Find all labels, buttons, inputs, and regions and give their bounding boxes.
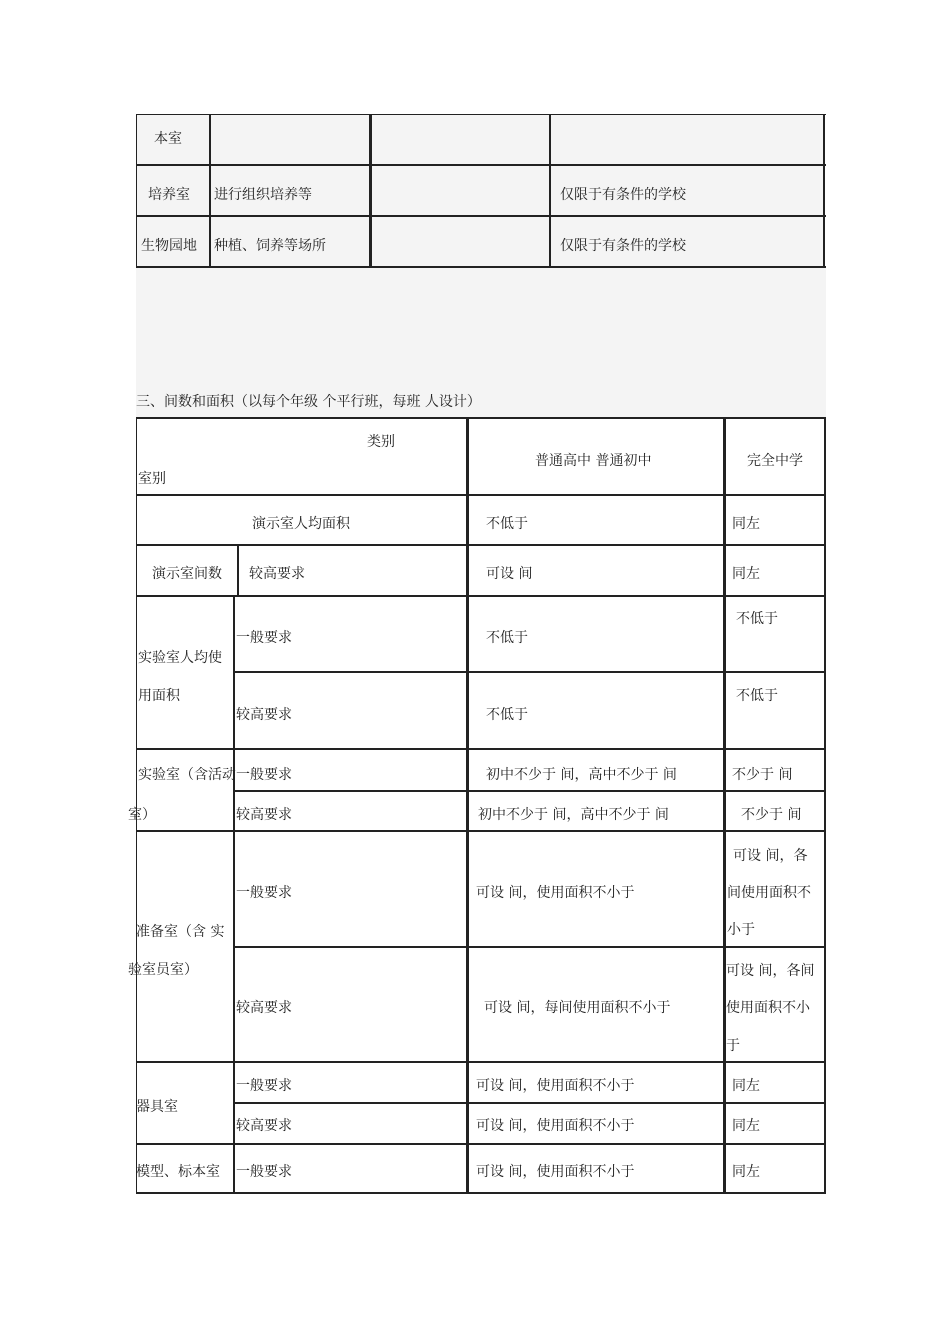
table2-col-divider <box>237 544 239 596</box>
demo-area-value: 不低于 <box>486 516 528 532</box>
lab-rooms-high-complete: 不少于 间 <box>741 807 802 823</box>
table1-row-name: 本室 <box>154 131 182 147</box>
equipment-room-general-value: 可设 间，使用面积不小于 <box>476 1078 635 1094</box>
lab-rooms-label: 实验室（含活动 <box>138 767 236 783</box>
lab-rooms-general-value: 初中不少于 间，高中不少于 间 <box>486 767 677 783</box>
model-room-general-complete: 同左 <box>732 1164 760 1180</box>
lab-area-high-value: 不低于 <box>486 707 528 723</box>
equipment-room-high: 较高要求 <box>236 1118 292 1134</box>
prep-room-general-complete: 间使用面积不 <box>727 885 811 901</box>
table1-col-divider <box>369 114 372 268</box>
table2-col-divider <box>723 417 726 1194</box>
equipment-room-high-value: 可设 间，使用面积不小于 <box>476 1118 635 1134</box>
table2-row-divider <box>233 671 826 673</box>
equipment-room-general: 一般要求 <box>236 1078 292 1094</box>
lab-area-label: 实验室人均使 <box>138 650 222 666</box>
prep-room-high-complete: 于 <box>726 1038 740 1054</box>
table1-col-divider <box>209 114 211 268</box>
model-room-general-value: 可设 间，使用面积不小于 <box>476 1164 635 1180</box>
lab-rooms-high: 较高要求 <box>236 807 292 823</box>
prep-room-high-complete: 可设 间，各间 <box>726 963 815 979</box>
prep-room-high-complete: 使用面积不小 <box>726 1000 810 1016</box>
header-category: 类别 <box>367 434 395 450</box>
lab-area-general-complete: 不低于 <box>736 611 778 627</box>
table1-row-name: 生物园地 <box>141 238 197 254</box>
demo-count-level: 较高要求 <box>249 566 305 582</box>
table1-row-content: 进行组织培养等 <box>214 187 312 203</box>
header-senior-junior: 普通高中 普通初中 <box>535 453 652 469</box>
equipment-room-general-complete: 同左 <box>732 1078 760 1094</box>
demo-area-complete: 同左 <box>732 516 760 532</box>
table1-row-note: 仅限于有条件的学校 <box>560 187 686 203</box>
lab-area-general-value: 不低于 <box>486 630 528 646</box>
lab-rooms-general-complete: 不少于 间 <box>732 767 793 783</box>
model-room-label: 模型、标本室 <box>136 1164 220 1180</box>
table1-border-left <box>136 114 137 268</box>
header-complete-school: 完全中学 <box>747 453 803 469</box>
lab-area-high-complete: 不低于 <box>736 688 778 704</box>
table2-row-divider <box>233 946 826 948</box>
table2-col-divider <box>233 595 235 1194</box>
table1-row-name: 培养室 <box>148 187 190 203</box>
model-room-general: 一般要求 <box>236 1164 292 1180</box>
prep-room-label: 验室员室） <box>128 962 198 978</box>
table1-row-content: 种植、饲养等场所 <box>214 238 326 254</box>
table1-row-divider <box>136 164 826 166</box>
demo-area-label: 演示室人均面积 <box>252 516 350 532</box>
demo-count-complete: 同左 <box>732 566 760 582</box>
prep-room-high-value: 可设 间，每间使用面积不小于 <box>484 1000 671 1016</box>
table1-border-top <box>136 114 826 115</box>
table2-border-right <box>824 417 826 1194</box>
lab-area-general: 一般要求 <box>236 630 292 646</box>
prep-room-general-complete: 可设 间，各 <box>733 848 808 864</box>
table1-border-right <box>823 114 825 268</box>
lab-rooms-label: 室） <box>128 807 156 823</box>
lab-area-high: 较高要求 <box>236 707 292 723</box>
table2-row-divider <box>233 790 826 792</box>
section-title: 三、间数和面积（以每个年级 个平行班，每班 人设计） <box>136 394 481 410</box>
header-room: 室别 <box>138 471 166 487</box>
table2-col-divider <box>466 417 469 1194</box>
demo-count-label: 演示室间数 <box>152 566 222 582</box>
lab-rooms-high-value: 初中不少于 间，高中不少于 间 <box>478 807 669 823</box>
lab-area-label: 用面积 <box>138 688 180 704</box>
demo-count-value: 可设 间 <box>486 566 533 582</box>
prep-room-high: 较高要求 <box>236 1000 292 1016</box>
table2-row-divider <box>233 1102 826 1104</box>
equipment-room-high-complete: 同左 <box>732 1118 760 1134</box>
prep-room-label: 准备室（含 实 <box>136 924 225 940</box>
equipment-room-label: 器具室 <box>136 1099 178 1115</box>
prep-room-general-complete: 小于 <box>727 922 755 938</box>
table1-row-divider <box>136 215 826 217</box>
prep-room-general: 一般要求 <box>236 885 292 901</box>
lab-rooms-general: 一般要求 <box>236 767 292 783</box>
prep-room-general-value: 可设 间，使用面积不小于 <box>476 885 635 901</box>
table1-col-divider <box>549 114 551 268</box>
table1-row-note: 仅限于有条件的学校 <box>560 238 686 254</box>
